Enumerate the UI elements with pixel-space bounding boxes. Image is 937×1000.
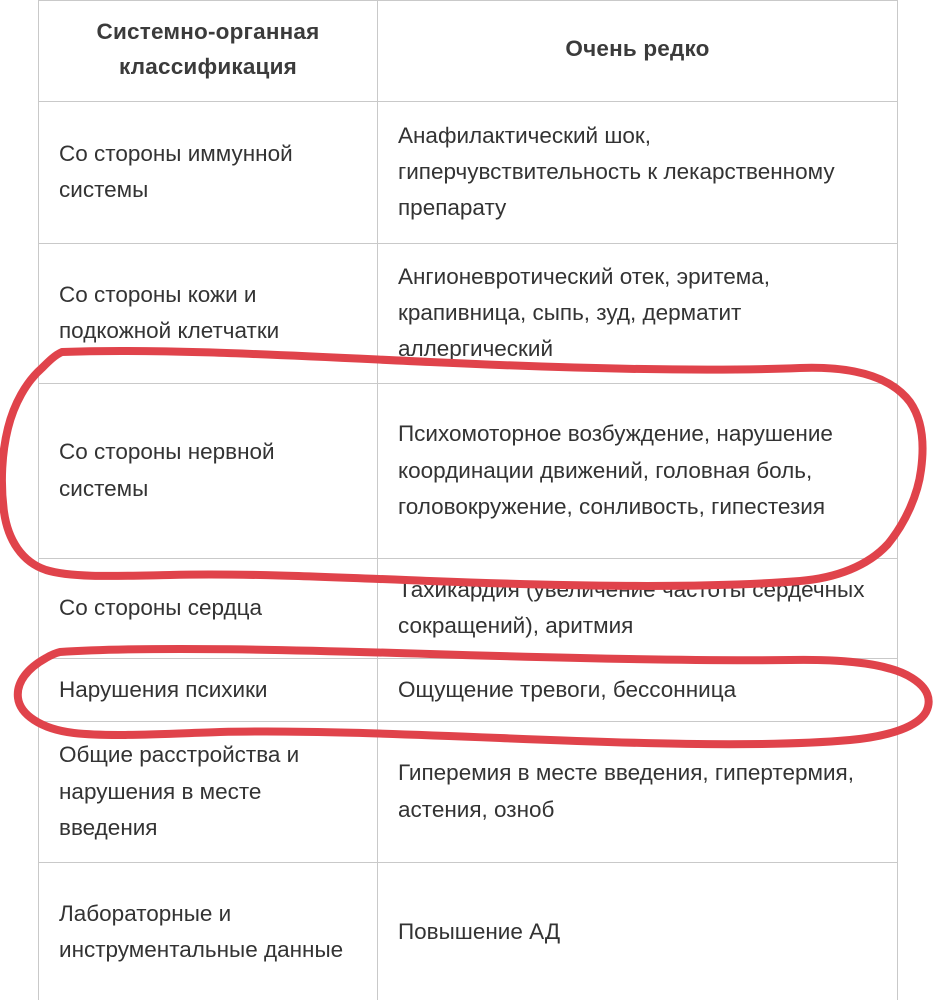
side-effects-table [38, 0, 898, 1000]
cell-system-organ-class: Со стороны иммунной системы [39, 101, 378, 243]
column-header-frequency: Очень редко [378, 1, 898, 102]
table-header [39, 1, 898, 102]
cell-system-organ-class: Со стороны нервной системы [39, 383, 378, 558]
cell-adverse-effects: Ангионевротический отек, эритема, крапивница, сыпь, зуд, дерматит аллергический [378, 243, 898, 383]
table-header-row [39, 1, 898, 102]
table-row-highlighted [39, 658, 898, 721]
table-body [39, 101, 898, 1000]
table-row [39, 721, 898, 862]
cell-adverse-effects: Ощущение тревоги, бессонница [378, 658, 898, 721]
table-row [39, 558, 898, 658]
cell-system-organ-class: Лабораторные и инструментальные данные [39, 862, 378, 1000]
cell-system-organ-class: Общие расстройства и нарушения в месте введения [39, 721, 378, 862]
cell-adverse-effects: Анафилактический шок, гиперчувствительность к лекарственному препарату [378, 101, 898, 243]
cell-adverse-effects: Гиперемия в месте введения, гипертермия, астения, озноб [378, 721, 898, 862]
cell-adverse-effects: Повышение АД [378, 862, 898, 1000]
table-row [39, 243, 898, 383]
cell-adverse-effects: Тахикардия (увеличение частоты сердечных сокращений), аритмия [378, 558, 898, 658]
cell-adverse-effects: Психомоторное возбуждение, нарушение координации движений, головная боль, головокружение, сонливость, гипестезия [378, 383, 898, 558]
table-row [39, 862, 898, 1000]
cell-system-organ-class: Со стороны кожи и подкожной клетчатки [39, 243, 378, 383]
column-header-system-organ-class: Системно-органная классификация [39, 1, 378, 102]
cell-system-organ-class: Нарушения психики [39, 658, 378, 721]
table-row-highlighted [39, 383, 898, 558]
cell-system-organ-class: Со стороны сердца [39, 558, 378, 658]
table-row [39, 101, 898, 243]
